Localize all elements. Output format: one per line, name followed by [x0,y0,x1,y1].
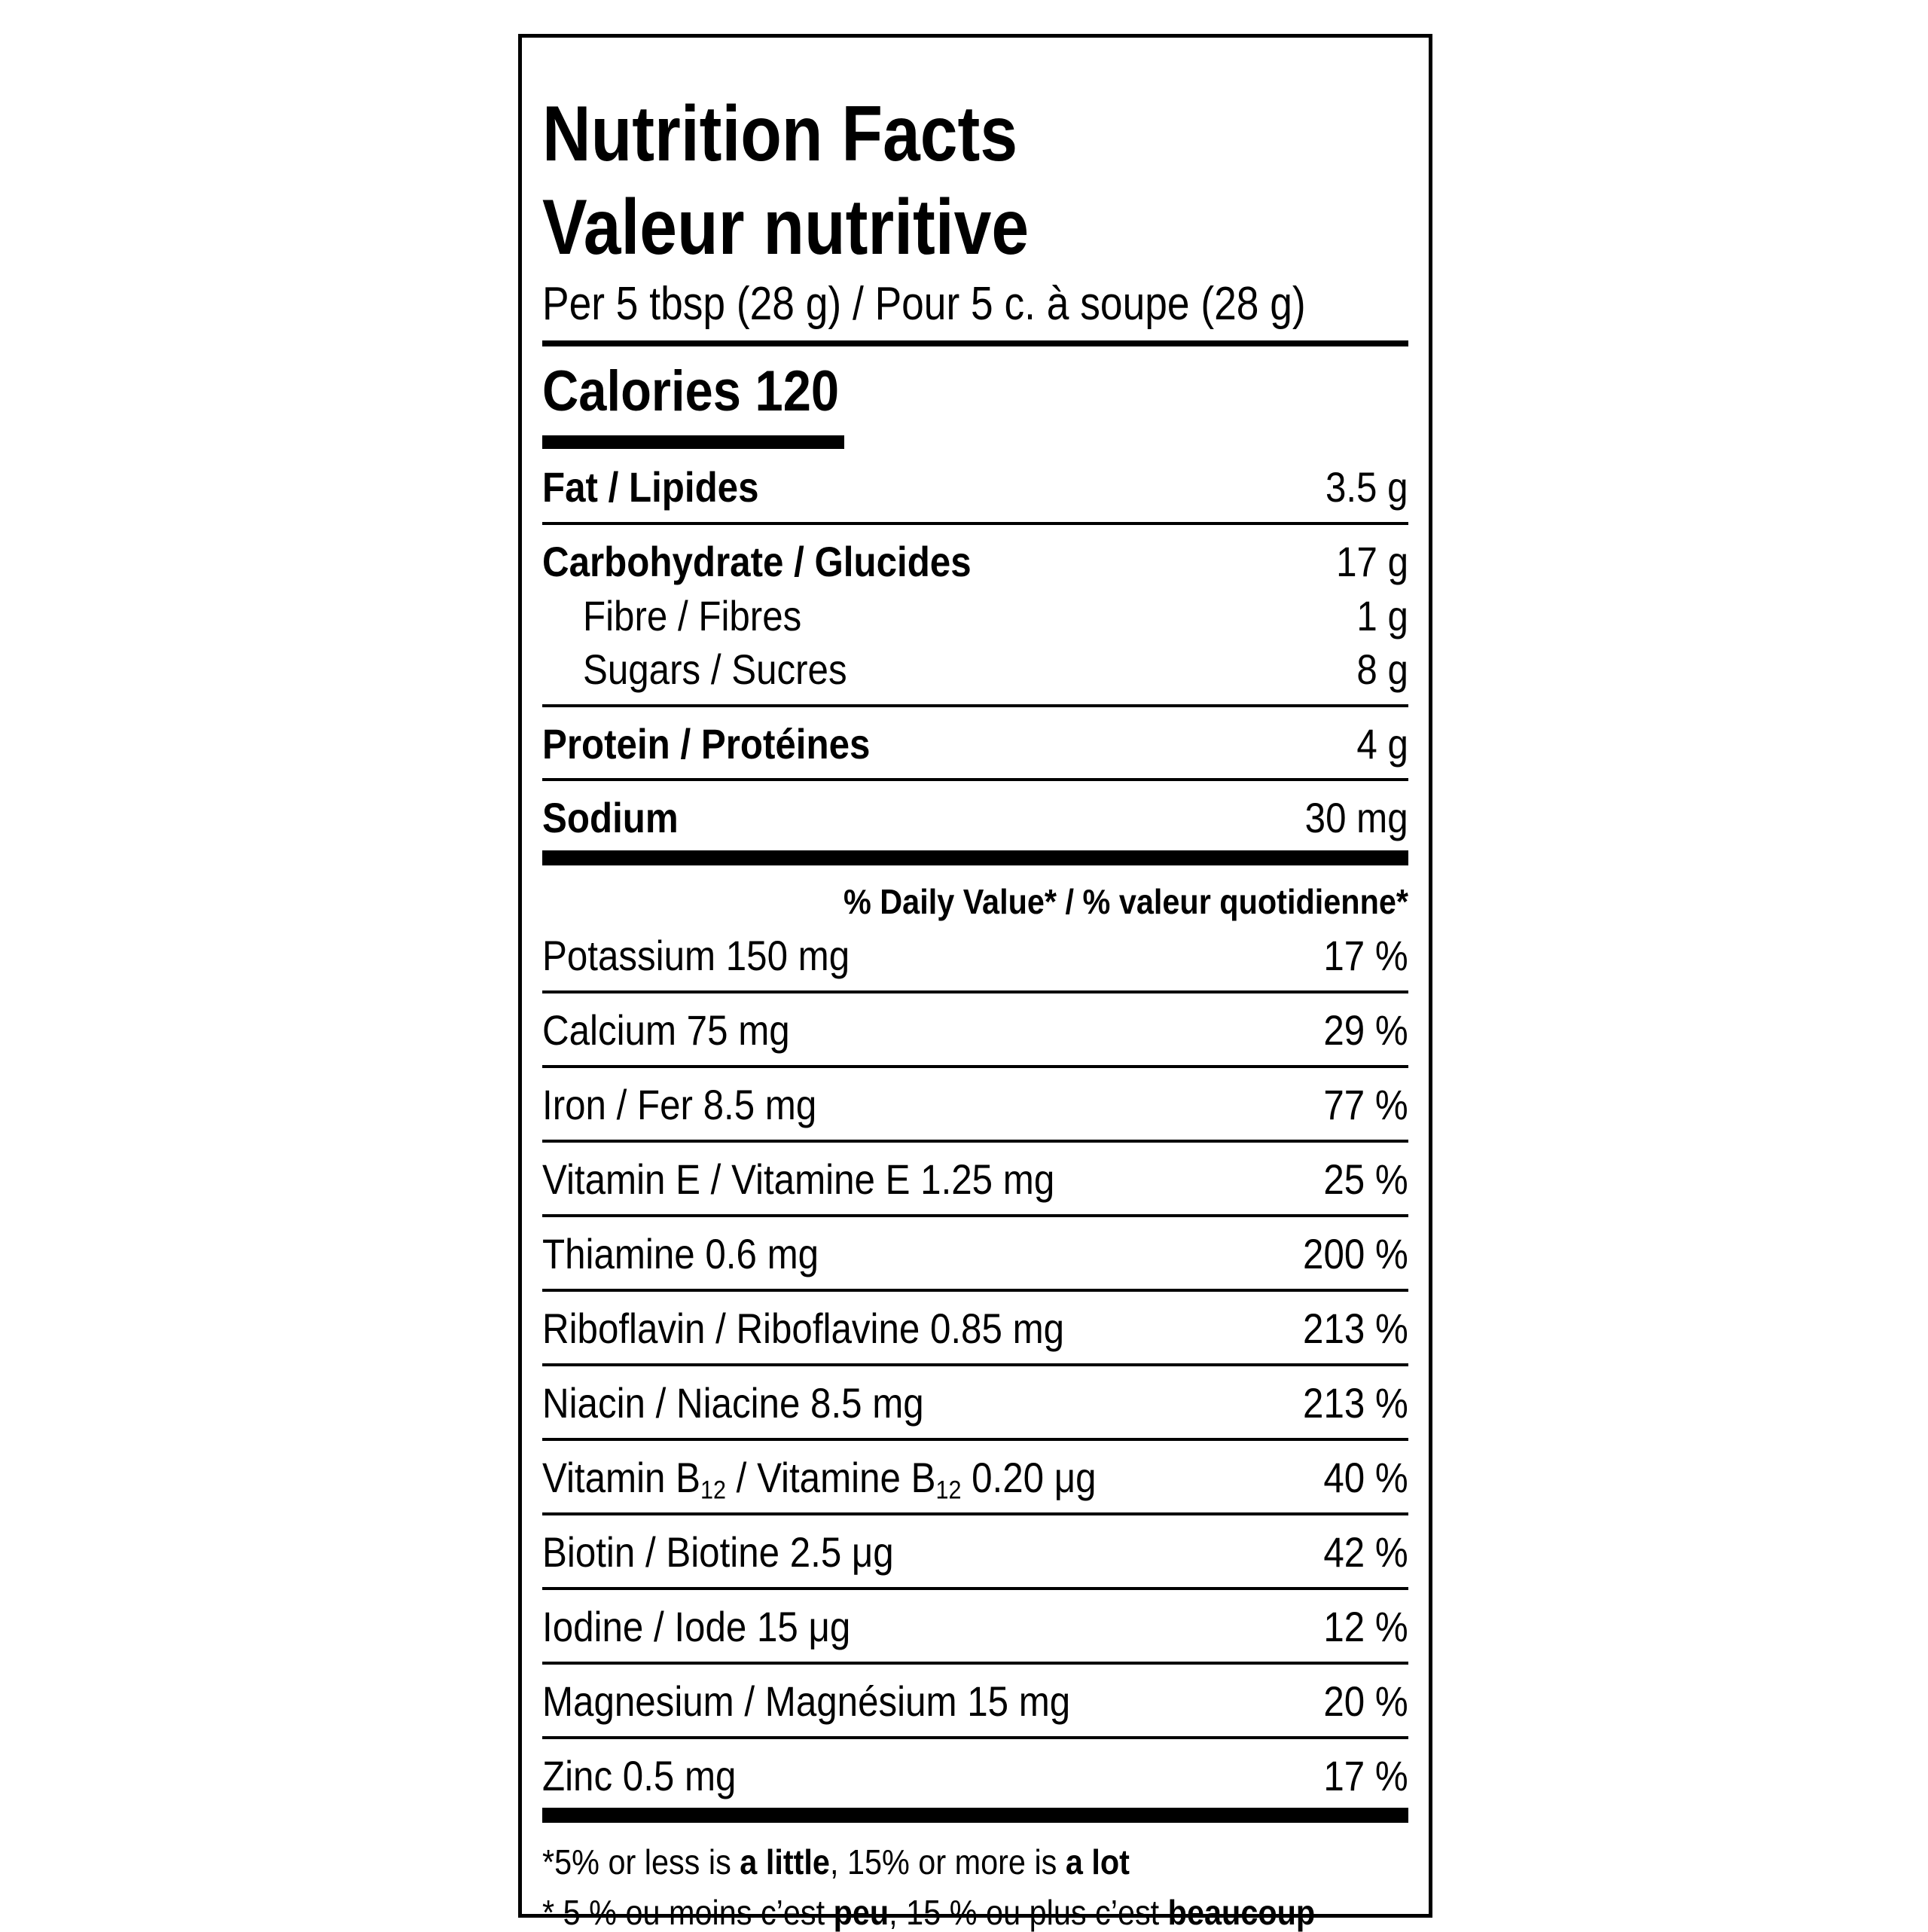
divider-thick [542,850,1408,865]
footnote-emphasis: a lot [1065,1842,1130,1882]
divider [542,1214,1408,1217]
footnote-emphasis: beaucoup [1167,1893,1316,1932]
vitamin-row-riboflavin [542,1305,1408,1353]
vitamin-row-potassium [542,932,1408,980]
nutrient-label: Sugars / Sucres [583,646,847,693]
divider [542,1363,1408,1366]
vitamin-row-iron [542,1081,1408,1129]
vitamin-dv: 17 % [1323,1752,1408,1799]
label-content [542,38,1408,1932]
calories: Calories 120 [542,359,840,423]
divider [542,1736,1408,1739]
vitamin-row-niacin [542,1379,1408,1427]
footnote-text: , 15% or more is [829,1842,1066,1882]
vitamin-row-vitamin-b12 [542,1454,1408,1505]
vitamin-row-iodine [542,1603,1408,1651]
title-en: Nutrition Facts [542,90,1018,178]
footnote-emphasis: a little [740,1842,830,1882]
vitamin-label: Riboflavin / Riboflavine 0.85 mg [542,1305,1065,1352]
vitamin-dv: 25 % [1323,1155,1408,1203]
divider [542,778,1408,781]
nutrient-row-fibre [542,592,1408,640]
footnote-en [542,1842,1322,1882]
nutrient-label: Fat / Lipides [542,463,759,511]
daily-value-header: % Daily Value* / % valeur quotidienne* [843,882,1408,921]
vitamin-label: Niacin / Niacine 8.5 mg [542,1379,924,1427]
divider [542,704,1408,707]
vitamin-label: Biotin / Biotine 2.5 μg [542,1528,894,1576]
vitamin-row-thiamine [542,1230,1408,1278]
divider [542,1289,1408,1292]
divider [542,1512,1408,1515]
vitamin-row-magnesium [542,1677,1408,1726]
vitamin-dv: 29 % [1323,1006,1408,1054]
nutrient-row-carbohydrate [542,538,1408,586]
vitamin-row-calcium [542,1006,1408,1055]
divider [542,1662,1408,1665]
vitamin-label-part: / Vitamine B [725,1454,936,1501]
subscript-12: 12 [700,1476,726,1505]
nutrient-amount: 30 mg [1305,794,1408,841]
divider-thick [542,1808,1408,1823]
calories-bar [542,435,844,449]
nutrient-row-sodium [542,794,1408,842]
divider [542,1438,1408,1441]
vitamin-label-part: 0.20 μg [961,1454,1097,1501]
divider [542,1065,1408,1068]
vitamin-dv: 77 % [1323,1081,1408,1128]
nutrient-amount: 4 g [1356,720,1408,768]
nutrition-facts-label [518,34,1432,1932]
nutrient-label: Protein / Protéines [542,720,871,768]
vitamin-label: Magnesium / Magnésium 15 mg [542,1677,1071,1725]
vitamin-label: Zinc 0.5 mg [542,1752,737,1799]
divider [542,522,1408,525]
title-fr: Valeur nutritive [542,184,1030,271]
nutrient-label: Sodium [542,794,679,841]
vitamin-label-part: Vitamin B [542,1454,701,1501]
divider [542,990,1408,993]
footnote-fr [542,1893,1322,1932]
vitamin-label: Iodine / Iode 15 μg [542,1603,851,1650]
nutrient-row-fat [542,463,1408,511]
vitamin-dv: 200 % [1303,1230,1408,1277]
footnote-text: * 5 % ou moins c’est [542,1893,834,1932]
nutrient-row-protein [542,720,1408,768]
vitamin-label: Thiamine 0.6 mg [542,1230,819,1277]
divider [542,1140,1408,1143]
nutrient-amount: 3.5 g [1326,463,1408,511]
footnote-emphasis: peu [833,1893,889,1932]
vitamin-label [542,1454,1097,1505]
vitamin-dv: 40 % [1323,1454,1408,1501]
vitamin-dv: 17 % [1323,932,1408,979]
nutrient-amount: 17 g [1336,538,1408,585]
footnote-text: , 15 % ou plus c’est [889,1893,1168,1932]
subscript-12: 12 [935,1476,962,1505]
nutrient-row-sugars [542,646,1408,694]
divider [542,1587,1408,1590]
nutrient-amount: 1 g [1356,592,1408,639]
vitamin-row-zinc [542,1752,1408,1800]
vitamin-dv: 20 % [1323,1677,1408,1725]
vitamin-dv: 213 % [1303,1379,1408,1427]
rule-after-serving [542,340,1408,346]
nutrient-label: Fibre / Fibres [583,592,802,639]
vitamin-row-vitamin-e [542,1155,1408,1204]
vitamin-label: Vitamin E / Vitamine E 1.25 mg [542,1155,1055,1203]
vitamin-dv: 12 % [1323,1603,1408,1650]
vitamin-label: Potassium 150 mg [542,932,850,979]
vitamin-label: Calcium 75 mg [542,1006,790,1054]
footnote-text: *5% or less is [542,1842,740,1882]
vitamin-dv: 213 % [1303,1305,1408,1352]
serving-size: Per 5 tbsp (28 g) / Pour 5 c. à soupe (28 g) [542,278,1306,330]
vitamin-dv: 42 % [1323,1528,1408,1576]
nutrient-amount: 8 g [1356,646,1408,693]
vitamin-label: Iron / Fer 8.5 mg [542,1081,817,1128]
nutrient-label: Carbohydrate / Glucides [542,538,972,585]
vitamin-row-biotin [542,1528,1408,1576]
